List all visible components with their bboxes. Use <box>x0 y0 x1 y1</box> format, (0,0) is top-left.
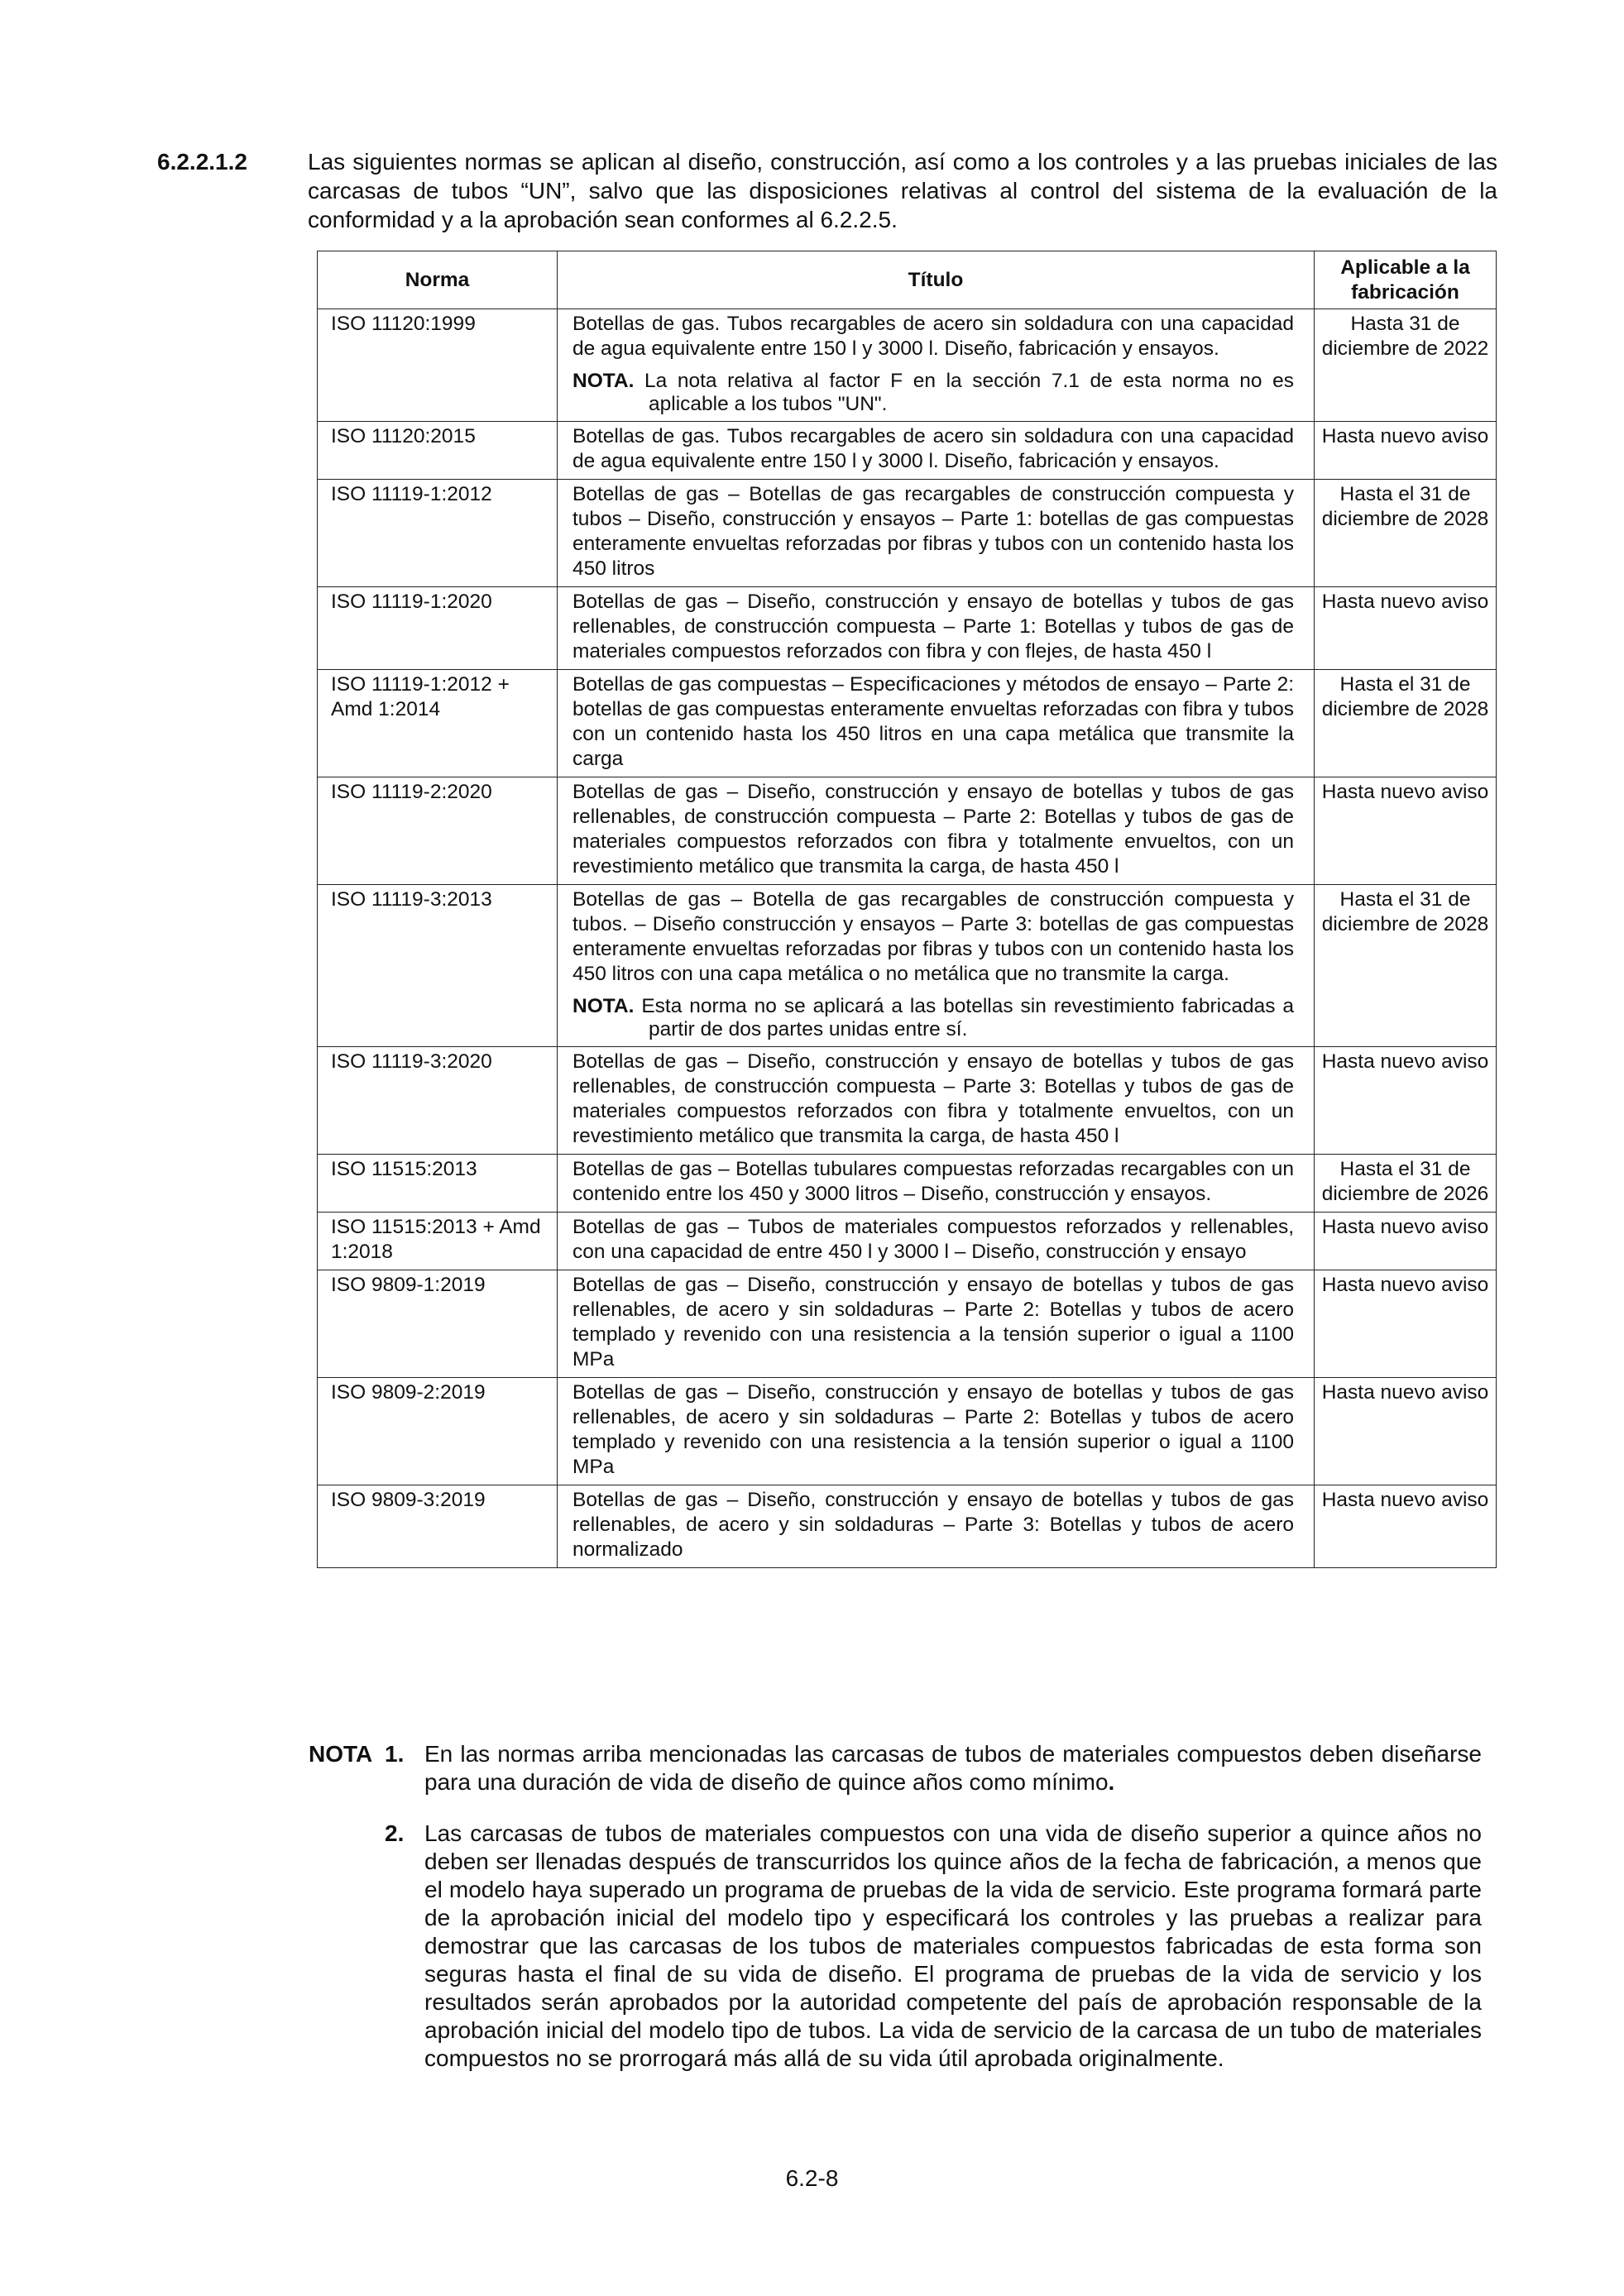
table-row <box>318 777 1497 885</box>
cell-norma: ISO 11119-2:2020 <box>318 777 558 885</box>
table-row <box>318 885 1497 1047</box>
cell-norma: ISO 11119-3:2013 <box>318 885 558 1047</box>
titulo-text: Botellas de gas – Botellas de gas recargables de construcción compuesta y tubos – Diseño, construcción y ensayos – Parte 1: botellas de gas compuestas enteramente envueltas reforzadas por fibras y tubos con un contenido hasta los 450 litros <box>572 483 1294 580</box>
cell-norma: ISO 11120:1999 <box>318 309 558 422</box>
nota-text: La nota relativa al factor F en la sección 7.1 de esta norma no es aplicable a los tubos "UN". <box>644 370 1294 415</box>
table-header-row <box>318 251 1497 309</box>
cell-aplicable: Hasta nuevo aviso <box>1315 1485 1497 1568</box>
table-row <box>318 480 1497 587</box>
titulo-text: Botellas de gas compuestas – Especificaciones y métodos de ensayo – Parte 2: botellas de gas compuestas enteramente envueltas reforzadas con fibra y tubos con un contenido hasta los 450 litros en una capa metálica que transmite la carga <box>572 673 1294 770</box>
table-row <box>318 1270 1497 1378</box>
cell-titulo <box>558 1378 1315 1485</box>
cell-aplicable: Hasta nuevo aviso <box>1315 422 1497 480</box>
table-body <box>318 309 1497 1568</box>
cell-aplicable: Hasta 31 de diciembre de 2022 <box>1315 309 1497 422</box>
table-row <box>318 1485 1497 1568</box>
header-titulo: Título <box>558 251 1315 309</box>
standards-table <box>317 251 1497 1568</box>
titulo-text: Botellas de gas – Diseño, construcción y ensayo de botellas y tubos de gas rellenables, de construcción compuesta – Parte 1: Botellas y tubos de gas de materiales compuestos reforzados con fibra y con flejes, de hasta 450 l <box>572 591 1294 662</box>
cell-norma: ISO 9809-2:2019 <box>318 1378 558 1485</box>
section-number: 6.2.2.1.2 <box>157 149 247 175</box>
cell-titulo <box>558 1047 1315 1155</box>
cell-aplicable: Hasta nuevo aviso <box>1315 1213 1497 1270</box>
cell-norma: ISO 9809-1:2019 <box>318 1270 558 1378</box>
cell-norma: ISO 11119-1:2020 <box>318 587 558 670</box>
nota-label: NOTA. <box>572 995 635 1017</box>
note-1-number: 1. <box>385 1741 405 1767</box>
table-row <box>318 1047 1497 1155</box>
note-1-end: . <box>1108 1769 1115 1795</box>
note-label: NOTA <box>309 1741 373 1767</box>
header-aplicable: Aplicable a la fabricación <box>1315 251 1497 309</box>
cell-titulo <box>558 1213 1315 1270</box>
cell-norma: ISO 11119-1:2012 + Amd 1:2014 <box>318 670 558 777</box>
cell-aplicable: Hasta nuevo aviso <box>1315 1270 1497 1378</box>
titulo-text: Botellas de gas – Diseño, construcción y ensayo de botellas y tubos de gas rellenables, de construcción compuesta – Parte 2: Botellas y tubos de gas de materiales compuestos reforzados con fibra y totalmente envueltos, con un revestimiento metálico que transmita la carga, de hasta 450 l <box>572 781 1294 878</box>
cell-titulo <box>558 422 1315 480</box>
cell-aplicable: Hasta nuevo aviso <box>1315 587 1497 670</box>
cell-titulo <box>558 885 1315 1047</box>
cell-titulo <box>558 1270 1315 1378</box>
note-2-text: Las carcasas de tubos de materiales compuestos con una vida de diseño superior a quince años no deben ser llenadas después de transcurridos los quince años de la fecha de fabricación, a menos que el modelo haya superado un programa de pruebas de la vida de servicio. Este programa formará parte de la aprobación inicial del modelo tipo y especificará los controles y las pruebas a realizar para demostrar que las carcasas de los tubos de materiales compuestos fabricadas de esta forma son seguras hasta el final de su vida de diseño. El programa de pruebas de la vida de servicio y los resultados serán aprobados por la autoridad competente del país de aprobación responsable de la aprobación inicial del modelo tipo de tubos. La vida de servicio de la carcasa de un tubo de materiales compuestos no se prorrogará más allá de su vida útil aprobada originalmente. <box>424 1820 1482 2071</box>
cell-aplicable: Hasta nuevo aviso <box>1315 1047 1497 1155</box>
titulo-text: Botellas de gas – Botella de gas recargables de construcción compuesta y tubos. – Diseño construcción y ensayos – Parte 3: botellas de gas compuestas enteramente envueltas reforzadas por fibras y tubos con un contenido hasta los 450 litros con una capa metálica o no metálica que no transmite la carga. <box>572 888 1294 985</box>
table-row <box>318 1155 1497 1213</box>
note-1 <box>309 1740 1482 1796</box>
cell-norma: ISO 11515:2013 + Amd 1:2018 <box>318 1213 558 1270</box>
table-row <box>318 1378 1497 1485</box>
cell-norma: ISO 11515:2013 <box>318 1155 558 1213</box>
cell-titulo <box>558 1485 1315 1568</box>
nota-text: Esta norma no se aplicará a las botellas sin revestimiento fabricadas a partir de dos partes unidas entre sí. <box>641 995 1294 1040</box>
page-number: 6.2-8 <box>785 2165 839 2191</box>
header-norma: Norma <box>318 251 558 309</box>
table-row <box>318 422 1497 480</box>
cell-norma: ISO 11119-1:2012 <box>318 480 558 587</box>
titulo-text: Botellas de gas – Diseño, construcción y ensayo de botellas y tubos de gas rellenables, de construcción compuesta – Parte 3: Botellas y tubos de gas de materiales compuestos reforzados con fibra y totalmente envueltos, con un revestimiento metálico que transmita la carga, de hasta 450 l <box>572 1050 1294 1147</box>
cell-aplicable: Hasta el 31 de diciembre de 2028 <box>1315 480 1497 587</box>
section-intro-text: Las siguientes normas se aplican al diseño, construcción, así como a los controles y a las pruebas iniciales de las carcasas de tubos “UN”, salvo que las disposiciones relativas al control del sistema de la evaluación de la conformidad y a la aprobación sean conformes al 6.2.2.5. <box>308 149 1497 232</box>
cell-aplicable: Hasta nuevo aviso <box>1315 777 1497 885</box>
cell-aplicable: Hasta el 31 de diciembre de 2028 <box>1315 670 1497 777</box>
titulo-nota <box>572 370 1294 416</box>
titulo-nota <box>572 995 1294 1041</box>
cell-titulo <box>558 1155 1315 1213</box>
notes-section <box>309 1740 1482 2073</box>
cell-aplicable: Hasta nuevo aviso <box>1315 1378 1497 1485</box>
table-row <box>318 1213 1497 1270</box>
cell-titulo <box>558 480 1315 587</box>
titulo-text: Botellas de gas – Tubos de materiales compuestos reforzados y rellenables, con una capacidad de entre 450 l y 3000 l – Diseño, construcción y ensayo <box>572 1216 1294 1263</box>
cell-aplicable: Hasta el 31 de diciembre de 2028 <box>1315 885 1497 1047</box>
titulo-text: Botellas de gas. Tubos recargables de acero sin soldadura con una capacidad de agua equivalente entre 150 l y 3000 l. Diseño, fabricación y ensayos. <box>572 425 1294 472</box>
titulo-text: Botellas de gas. Tubos recargables de acero sin soldadura con una capacidad de agua equivalente entre 150 l y 3000 l. Diseño, fabricación y ensayos. <box>572 313 1294 360</box>
table-row <box>318 670 1497 777</box>
cell-aplicable: Hasta el 31 de diciembre de 2026 <box>1315 1155 1497 1213</box>
cell-norma: ISO 9809-3:2019 <box>318 1485 558 1568</box>
cell-titulo <box>558 587 1315 670</box>
cell-titulo <box>558 309 1315 422</box>
cell-titulo <box>558 670 1315 777</box>
table-row <box>318 309 1497 422</box>
cell-titulo <box>558 777 1315 885</box>
titulo-text: Botellas de gas – Diseño, construcción y ensayo de botellas y tubos de gas rellenables, de acero y sin soldaduras – Parte 3: Botellas y tubos de acero normalizado <box>572 1489 1294 1561</box>
titulo-text: Botellas de gas – Diseño, construcción y ensayo de botellas y tubos de gas rellenables, de acero y sin soldaduras – Parte 2: Botellas y tubos de acero templado y revenido con una resistencia a la tensión superior o igual a 1100 MPa <box>572 1381 1294 1478</box>
note-1-text: En las normas arriba mencionadas las carcasas de tubos de materiales compuestos deben diseñarse para una duración de vida de diseño de quince años como mínimo <box>424 1741 1482 1795</box>
titulo-text: Botellas de gas – Diseño, construcción y ensayo de botellas y tubos de gas rellenables, de acero y sin soldaduras – Parte 2: Botellas y tubos de acero templado y revenido con una resistencia a la tensión superior o igual a 1100 MPa <box>572 1274 1294 1370</box>
table-row <box>318 587 1497 670</box>
cell-norma: ISO 11120:2015 <box>318 422 558 480</box>
cell-norma: ISO 11119-3:2020 <box>318 1047 558 1155</box>
nota-label: NOTA. <box>572 370 635 392</box>
titulo-text: Botellas de gas – Botellas tubulares compuestas reforzadas recargables con un contenido entre los 450 y 3000 litros – Diseño, construcción y ensayos. <box>572 1158 1294 1205</box>
note-2-number: 2. <box>385 1820 405 1846</box>
note-2 <box>309 1820 1482 2073</box>
